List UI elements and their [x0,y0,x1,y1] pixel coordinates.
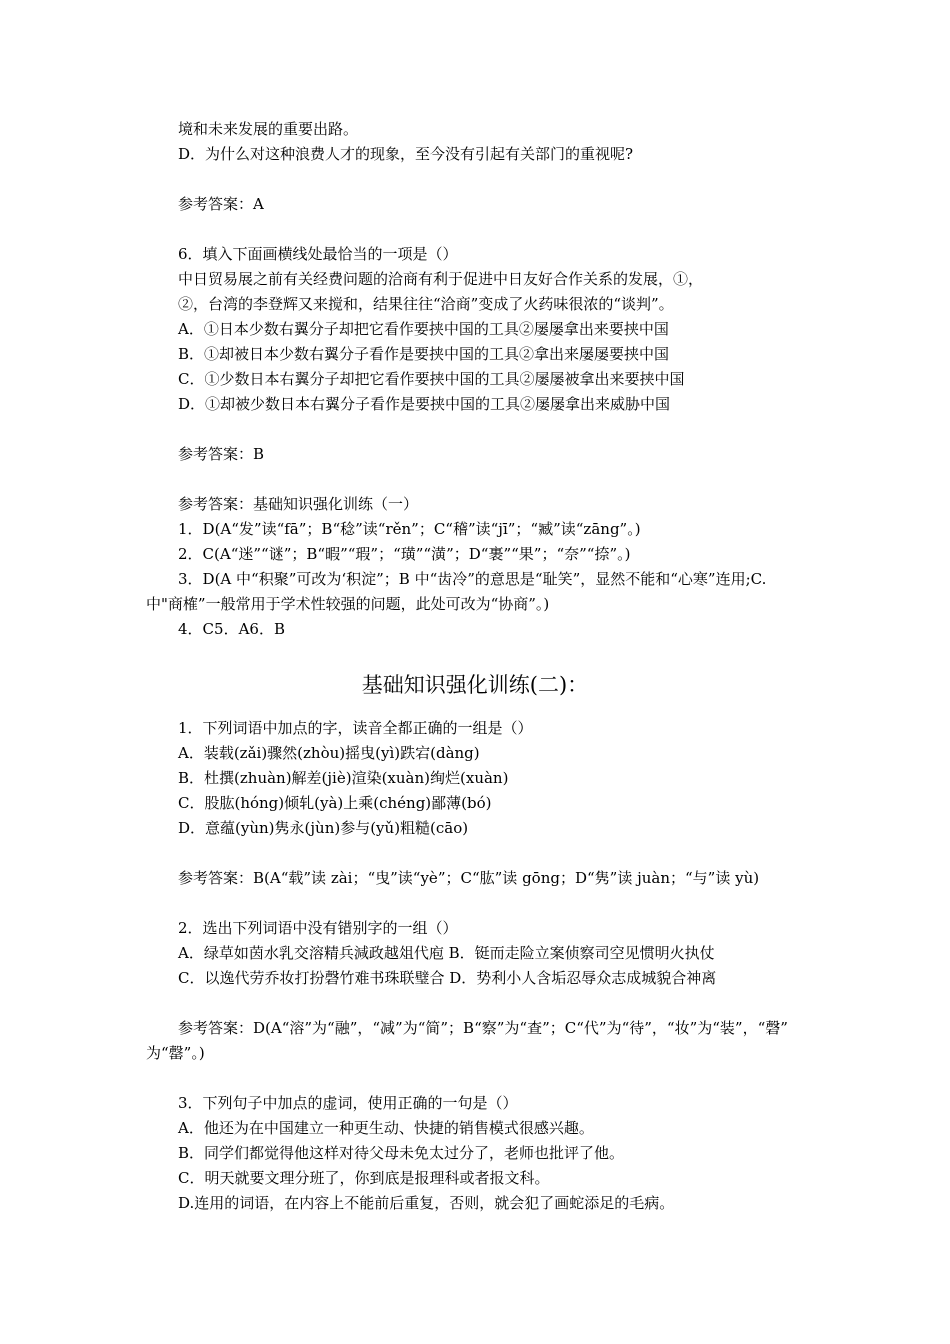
answer-item-3: 3．D(A 中“积聚”可改为‘积淀”；B 中“齿冷”的意思是“耻笑”，显然不能和“心寒”连用;C. [178,570,767,588]
answer-item-4: 4．C5．A6．B [178,620,285,638]
option-d: D.连用的词语，在内容上不能前后重复，否则，就会犯了画蛇添足的毛病。 [178,1194,675,1212]
question-2: 2．选出下列词语中没有错别字的一组（） [178,919,458,937]
option-d: D．意蕴(yùn)隽永(jùn)参与(yǔ)粗糙(cāo) [178,819,469,837]
answer-line: 参考答案：B [178,445,265,463]
answer-line: 参考答案：D(A“溶”为“融”，“减”为“简”；B“察”为“查”；C“代”为“待”，“妆”为“装”，“磬” [178,1019,788,1037]
text-line: 境和未来发展的重要出路。 [178,120,359,138]
option-d: D．①却被少数日本右翼分子看作是要挟中国的工具②屡屡拿出来威胁中国 [178,395,671,413]
options-cd: C．以逸代劳乔妆打扮磬竹难书珠联璧合 D．势利小人含垢忍辱众志成城貌合神离 [178,969,717,987]
answer-item-2: 2．C(A“迷”“谜”；B“暇”“瑕”；“璜”“潢”；D“裹”“果”；“奈”“捺”。) [178,545,631,563]
answer-item-1: 1．D(A“发”读“fā”；B“稔”读“rěn”；C“稽”读“jī”；“臧”读“zāng”。) [178,520,641,538]
question-6: 6．填入下面画横线处最恰当的一项是（） [178,245,458,263]
answer-line: 参考答案：A [178,195,264,213]
answer-line: 参考答案：B(A“载”读 zài；“曳”读“yè”；C“肱”读 gōng；D“隽”读 juàn；“与”读 yù) [178,869,760,887]
answer-heading: 参考答案：基础知识强化训练（一） [178,495,419,513]
option-b: B．①却被日本少数右翼分子看作是要挟中国的工具②拿出来屡屡要挟中国 [178,345,670,363]
option-c: C．①少数日本右翼分子却把它看作要挟中国的工具②屡屡被拿出来要挟中国 [178,370,685,388]
question-3: 3．下列句子中加点的虚词，使用正确的一句是（） [178,1094,518,1112]
option-b: B．杜撰(zhuàn)解差(jiè)渲染(xuàn)绚烂(xuàn) [178,769,509,787]
section-title: 基础知识强化训练(二)： [361,673,589,697]
option-b: B．同学们都觉得他这样对待父母未免太过分了，老师也批评了他。 [178,1144,625,1162]
question-1: 1．下列词语中加点的字，读音全都正确的一组是（） [178,719,533,737]
option-a: A．①日本少数右翼分子却把它看作要挟中国的工具②屡屡拿出来要挟中国 [178,320,669,338]
text-line: ②，台湾的李登辉又来搅和，结果往往“洽商”变成了火药味很浓的“谈判”。 [178,295,674,313]
options-ab: A．绿草如茵水乳交溶精兵減政越俎代庖 B．铤而走险立案侦察司空见惯明火执仗 [178,944,715,962]
option-a: A．他还为在中国建立一种更生动、快捷的销售模式很感兴趣。 [178,1119,594,1137]
answer-line-continued: 为“罄”。) [146,1044,205,1062]
option-c: C．股肱(hóng)倾轧(yà)上乘(chéng)鄙薄(bó) [178,794,492,812]
text-line: 中日贸易展之前有关经费问题的洽商有利于促进中日友好合作关系的发展，①， [178,270,704,288]
option-d: D．为什么对这种浪费人才的现象，至今没有引起有关部门的重视呢? [178,145,634,163]
answer-item-3-continued: 中"商榷”一般常用于学术性较强的问题，此处可改为“协商”。) [146,595,550,613]
option-a: A．装载(zǎi)骤然(zhòu)摇曳(yì)跌宕(dàng) [178,744,480,762]
option-c: C．明天就要文理分班了，你到底是报理科或者报文科。 [178,1169,550,1187]
